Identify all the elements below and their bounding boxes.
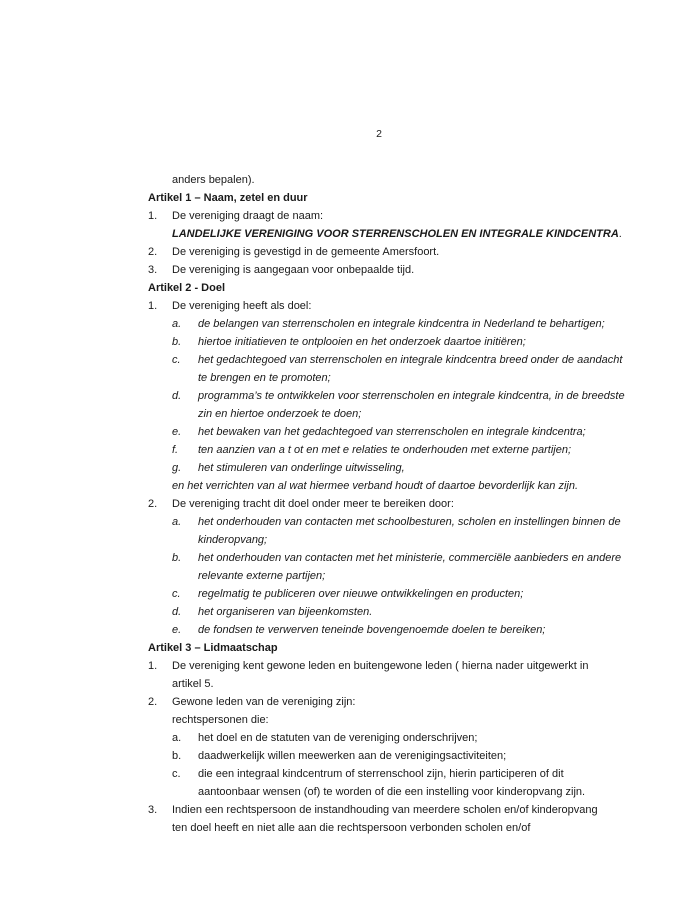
article-3-sub-a xyxy=(148,729,614,747)
sub-text: het stimuleren van onderlinge uitwisseling, xyxy=(198,462,405,474)
article-2-sub-e xyxy=(148,423,614,441)
sub-text: die een integraal kindcentrum of sterrenschool zijn, hierin participeren of dit xyxy=(198,768,564,780)
article-2-item-2-sub-c xyxy=(148,585,614,603)
article-2-item-2-sub-b-cont: relevante externe partijen; xyxy=(198,570,326,582)
article-2-item-2-sub-a xyxy=(148,513,621,531)
sub-text: regelmatig te publiceren over nieuwe ontwikkelingen en producten; xyxy=(198,588,524,600)
item-number: 3. xyxy=(148,804,158,816)
page-number: 2 xyxy=(376,128,382,140)
item-text: Gewone leden van de vereniging zijn: xyxy=(172,696,356,708)
article-3-item-2-sub-intro: rechtspersonen die: xyxy=(172,714,269,726)
article-3-sub-b xyxy=(148,747,614,765)
item-number: 1. xyxy=(148,210,158,222)
sub-text: ten aanzien van a t ot en met e relaties te onderhouden met externe partijen; xyxy=(198,444,572,456)
article-3-item-3-cont: ten doel heeft en niet alle aan die rechtspersoon verbonden scholen en/of xyxy=(172,822,531,834)
item-text: De vereniging tracht dit doel onder meer te bereiken door: xyxy=(172,498,454,510)
item-text: De vereniging is aangegaan voor onbepaalde tijd. xyxy=(172,264,415,276)
sub-label: c. xyxy=(172,588,181,600)
sub-text: programma’s te ontwikkelen voor sterrenscholen en integrale kindcentra, in de breedste xyxy=(198,390,625,402)
sub-text: daadwerkelijk willen meewerken aan de verenigingsactiviteiten; xyxy=(198,750,507,762)
article-3-item-1-cont: artikel 5. xyxy=(172,678,214,690)
article-2-sub-d xyxy=(148,387,625,405)
article-2-item-2 xyxy=(148,495,614,513)
sub-text: het bewaken van het gedachtegoed van sterrenscholen en integrale kindcentra; xyxy=(198,426,586,438)
article-3-item-2 xyxy=(148,693,614,711)
association-name-period: . xyxy=(618,228,622,240)
item-text: De vereniging heeft als doel: xyxy=(172,300,312,312)
item-text: De vereniging is gevestigd in de gemeente Amersfoort. xyxy=(172,246,440,258)
item-text: De vereniging draagt de naam: xyxy=(172,210,324,222)
article-3-item-3 xyxy=(148,801,614,819)
item-number: 3. xyxy=(148,264,158,276)
item-number: 2. xyxy=(148,246,158,258)
sub-text: het doel en de statuten van de vereniging onderschrijven; xyxy=(198,732,478,744)
article-2-sub-b xyxy=(148,333,614,351)
document-body xyxy=(148,171,625,837)
article-3-sub-c-cont: aantoonbaar wensen (of) te worden of die een instelling voor kinderopvang zijn. xyxy=(198,786,586,798)
sub-text: hiertoe initiatieven te ontplooien en het onderzoek daartoe initiëren; xyxy=(198,336,526,348)
sub-label: e. xyxy=(172,426,182,438)
article-2-closing: en het verrichten van al wat hiermee verband houdt of daartoe bevorderlijk kan zijn. xyxy=(172,480,579,492)
article-2-sub-c xyxy=(148,351,623,369)
article-3-sub-c xyxy=(148,765,614,783)
sub-text: de fondsen te verwerven teneinde bovengenoemde doelen te bereiken; xyxy=(198,624,546,636)
article-3-heading: Artikel 3 – Lidmaatschap xyxy=(148,642,278,654)
sub-label: b. xyxy=(172,552,182,564)
article-2-item-2-sub-a-cont: kinderopvang; xyxy=(198,534,268,546)
sub-label: c. xyxy=(172,768,181,780)
article-1-item-3 xyxy=(148,261,614,279)
article-1-item-1 xyxy=(148,207,614,225)
sub-label: d. xyxy=(172,390,182,402)
article-2-item-1 xyxy=(148,297,614,315)
sub-text: de belangen van sterrenscholen en integrale kindcentra in Nederland te behartigen; xyxy=(198,318,605,330)
sub-text: het onderhouden van contacten met schoolbesturen, scholen en instellingen binnen de xyxy=(198,516,621,528)
sub-label: a. xyxy=(172,318,182,330)
sub-label: b. xyxy=(172,336,182,348)
article-2-sub-a xyxy=(148,315,614,333)
item-number: 1. xyxy=(148,660,158,672)
sub-label: f. xyxy=(172,444,179,456)
association-name-line xyxy=(148,225,622,243)
item-number: 1. xyxy=(148,300,158,312)
sub-label: a. xyxy=(172,732,182,744)
sub-text: het gedachtegoed van sterrenscholen en integrale kindcentra breed onder de aandacht xyxy=(198,354,623,366)
article-3-item-1 xyxy=(148,657,614,675)
item-number: 2. xyxy=(148,498,158,510)
article-2-item-2-sub-d xyxy=(148,603,614,621)
sub-text: het organiseren van bijeenkomsten. xyxy=(198,606,373,618)
sub-label: d. xyxy=(172,606,182,618)
intro-continuation: anders bepalen). xyxy=(172,174,255,186)
article-2-sub-g xyxy=(148,459,614,477)
article-1-item-2 xyxy=(148,243,614,261)
association-name: LANDELIJKE VERENIGING VOOR STERRENSCHOLEN EN INTEGRALE KINDCENTRA xyxy=(172,228,619,240)
sub-label: c. xyxy=(172,354,181,366)
article-2-sub-f xyxy=(148,441,614,459)
article-2-item-2-sub-b xyxy=(148,549,622,567)
article-2-item-2-sub-e xyxy=(148,621,614,639)
item-text: De vereniging kent gewone leden en buitengewone leden ( hierna nader uitgewerkt in xyxy=(172,660,589,672)
item-text: Indien een rechtspersoon de instandhouding van meerdere scholen en/of kinderopvang xyxy=(172,804,598,816)
sub-label: a. xyxy=(172,516,182,528)
sub-label: g. xyxy=(172,462,182,474)
sub-label: b. xyxy=(172,750,182,762)
article-2-sub-d-cont: zin en hiertoe onderzoek te doen; xyxy=(198,408,362,420)
sub-text: het onderhouden van contacten met het ministerie, commerciële aanbieders en andere xyxy=(198,552,622,564)
item-number: 2. xyxy=(148,696,158,708)
sub-label: e. xyxy=(172,624,182,636)
article-2-sub-c-cont: te brengen en te promoten; xyxy=(198,372,331,384)
article-2-heading: Artikel 2 - Doel xyxy=(148,282,226,294)
article-1-heading: Artikel 1 – Naam, zetel en duur xyxy=(148,192,308,204)
